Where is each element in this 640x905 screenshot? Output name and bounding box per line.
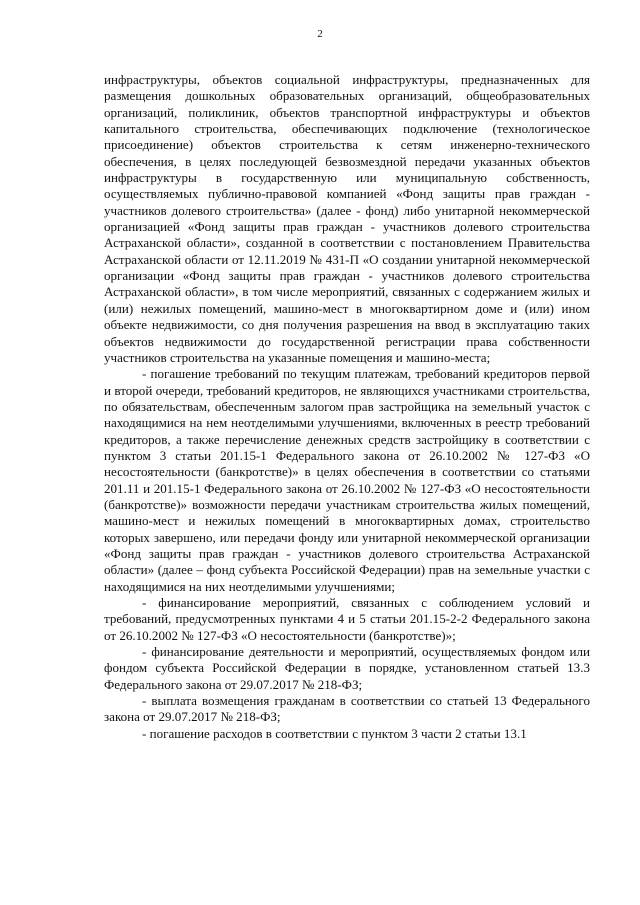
paragraph-financing-conditions: - финансирование мероприятий, связанных с соблюдением условий и требований, предусмотренных пунктами 4 и 5 статьи 201.15-2-2 Федерального закона от 26.10.2002 № 127-ФЗ «О несостоятельности (банкротстве)»; (104, 595, 590, 643)
page-number: 2 (317, 28, 323, 40)
document-body (104, 72, 590, 742)
paragraph-fund-activities: - финансирование деятельности и мероприятий, осуществляемых фондом или фондом субъекта Российской Федерации в порядке, установленном статьей 13.3 Федерального закона от 29.07.2017 № 218-ФЗ; (104, 644, 590, 692)
paragraph-creditor-claims: - погашение требований по текущим платежам, требований кредиторов первой и второй очереди, требований кредиторов, не являющихся участниками строительства, по обязательствам, обеспеченным залогом прав застройщика на земельный участок с находящимися на нем неотделимыми улучшениями, включенных в реестр требований кредиторов, а также перечисление денежных средств застройщику в соответствии с пунктом 3 статьи 201.15-1 Федерального закона от 26.10.2002 № 127-ФЗ «О несостоятельности (банкротстве)» в целях обеспечения в соответствии со статьями 201.11 и 201.15-1 Федерального закона от 26.10.2002 № 127-ФЗ «О несостоятельности (банкротстве)» возможности передачи участникам строительства жилых помещений, машино-мест и нежилых помещений в многоквартирных домах, строительство которых завершено, или передачи фонду или унитарной некоммерческой организации «Фонд защиты прав граждан - участников долевого строительства Астраханской области» (далее – фонд субъекта Российской Федерации) прав на земельные участки с находящимися на них неотделимыми улучшениями; (104, 366, 590, 594)
paragraph-expense-repayment: - погашение расходов в соответствии с пунктом 3 части 2 статьи 13.1 (142, 725, 527, 741)
paragraph-compensation-payment: - выплата возмещения гражданам в соответствии со статьей 13 Федерального закона от 29.07.2017 № 218-ФЗ; (104, 693, 590, 725)
paragraph-infrastructure-continuation: инфраструктуры, объектов социальной инфраструктуры, предназначенных для размещения дошкольных образовательных организаций, общеобразовательных организаций, поликлиник, объектов транспортной инфраструктуры и объектов капитального строительства, обеспечивающих подключение (технологическое присоединение) объектов строительства к сетям инженерно-технического обеспечения, в целях последующей безвозмездной передачи указанных объектов инфраструктуры в государственную или муниципальную собственность, осуществляемых публично-правовой компанией «Фонд защиты прав граждан - участников долевого строительства» (далее - фонд) либо унитарной некоммерческой организацией «Фонд защиты прав граждан - участников долевого строительства Астраханской области», созданной в соответствии с постановлением Правительства Астраханской области от 12.11.2019 № 431-П «О создании унитарной некоммерческой организации «Фонд защиты прав граждан - участников долевого строительства Астраханской области», в том числе мероприятий, связанных с содержанием жилых и (или) нежилых помещений, машино-мест в многоквартирном доме и (или) ином объекте недвижимости, со дня получения разрешения на ввод в эксплуатацию таких объектов недвижимости до государственной регистрации права собственности участников строительства на указанные помещения и машино-места; (104, 72, 590, 365)
